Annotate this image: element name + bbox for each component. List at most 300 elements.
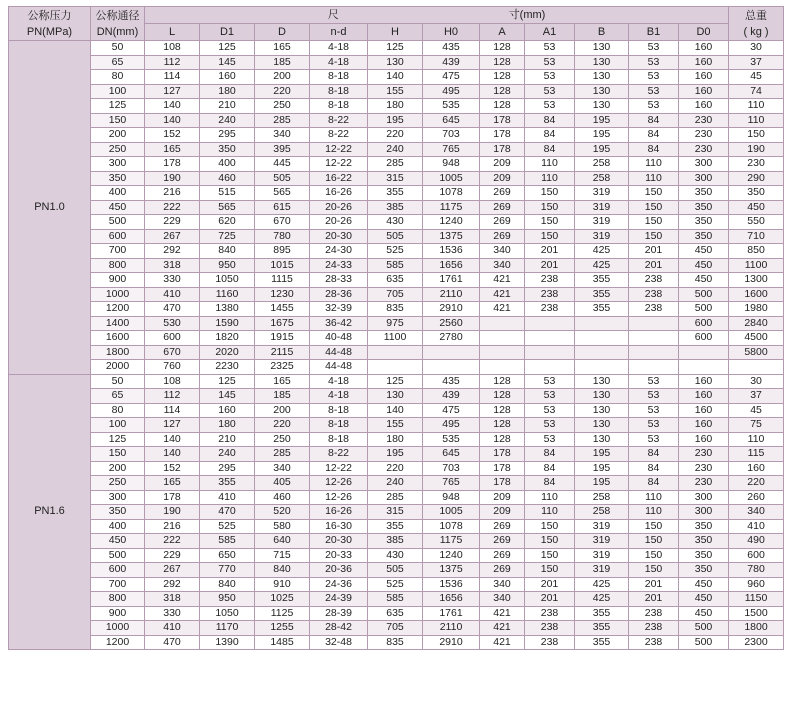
cell-D0: 600 (679, 316, 729, 331)
cell-H0: 1761 (423, 606, 480, 621)
cell-H: 1100 (368, 331, 423, 346)
cell-D0: 450 (679, 258, 729, 273)
cell-B1: 238 (629, 635, 679, 650)
cell-H: 705 (368, 287, 423, 302)
cell-H0: 1005 (423, 505, 480, 520)
table-row (9, 171, 784, 186)
cell-n-d: 20-26 (310, 200, 368, 215)
cell-D1: 240 (200, 113, 255, 128)
cell-weight: 30 (729, 374, 784, 389)
cell-A: 421 (480, 273, 525, 288)
cell-dn: 450 (91, 534, 145, 549)
cell-D0: 500 (679, 635, 729, 650)
cell-H: 125 (368, 41, 423, 56)
cell-D1: 145 (200, 55, 255, 70)
cell-L: 222 (145, 200, 200, 215)
cell-B: 195 (575, 113, 629, 128)
cell-A: 128 (480, 41, 525, 56)
cell-D: 1125 (255, 606, 310, 621)
cell-B: 130 (575, 374, 629, 389)
cell-D1: 210 (200, 99, 255, 114)
cell-n-d: 8-18 (310, 84, 368, 99)
cell-A1: 238 (525, 621, 575, 636)
table-row (9, 200, 784, 215)
cell-weight: 1500 (729, 606, 784, 621)
cell-D1: 1050 (200, 606, 255, 621)
cell-B: 258 (575, 490, 629, 505)
cell-L: 190 (145, 505, 200, 520)
cell-A: 128 (480, 432, 525, 447)
column-header-B1: B1 (629, 24, 679, 41)
cell-D0: 350 (679, 186, 729, 201)
dn-header-line1: 公称通径 (95, 9, 140, 22)
cell-weight: 450 (729, 200, 784, 215)
table-row (9, 606, 784, 621)
table-row (9, 258, 784, 273)
cell-n-d: 12-26 (310, 476, 368, 491)
cell-D0: 450 (679, 606, 729, 621)
table-row (9, 592, 784, 607)
cell-B: 319 (575, 519, 629, 534)
cell-A: 269 (480, 519, 525, 534)
cell-D1: 240 (200, 447, 255, 462)
cell-A (480, 316, 525, 331)
cell-A1: 150 (525, 534, 575, 549)
table-row (9, 244, 784, 259)
cell-D: 200 (255, 70, 310, 85)
cell-B1: 53 (629, 99, 679, 114)
cell-H: 705 (368, 621, 423, 636)
cell-D1: 840 (200, 244, 255, 259)
cell-weight: 115 (729, 447, 784, 462)
pn-header (9, 7, 91, 41)
cell-A: 269 (480, 563, 525, 578)
table-row (9, 41, 784, 56)
cell-H0: 2910 (423, 302, 480, 317)
cell-L: 140 (145, 99, 200, 114)
cell-B: 130 (575, 41, 629, 56)
cell-H0: 1656 (423, 258, 480, 273)
cell-n-d: 20-26 (310, 215, 368, 230)
cell-H: 140 (368, 70, 423, 85)
cell-D: 2325 (255, 360, 310, 375)
cell-H0 (423, 345, 480, 360)
cell-L: 330 (145, 273, 200, 288)
cell-B: 130 (575, 84, 629, 99)
cell-n-d: 16-26 (310, 186, 368, 201)
cell-n-d: 28-33 (310, 273, 368, 288)
cell-D0 (679, 360, 729, 375)
cell-A: 128 (480, 55, 525, 70)
cell-B1: 110 (629, 157, 679, 172)
cell-H: 385 (368, 200, 423, 215)
cell-H: 130 (368, 389, 423, 404)
cell-weight: 490 (729, 534, 784, 549)
cell-weight: 110 (729, 432, 784, 447)
cell-weight: 1980 (729, 302, 784, 317)
cell-B1: 53 (629, 70, 679, 85)
cell-H0: 645 (423, 113, 480, 128)
cell-B: 258 (575, 505, 629, 520)
cell-A1: 150 (525, 563, 575, 578)
cell-A1: 150 (525, 186, 575, 201)
cell-A: 421 (480, 621, 525, 636)
column-header-B: B (575, 24, 629, 41)
cell-A: 209 (480, 157, 525, 172)
cell-n-d: 4-18 (310, 41, 368, 56)
column-header-H: H (368, 24, 423, 41)
table-row (9, 287, 784, 302)
cell-H: 155 (368, 84, 423, 99)
cell-D0: 350 (679, 563, 729, 578)
cell-H: 430 (368, 215, 423, 230)
cell-D1: 355 (200, 476, 255, 491)
cell-H0: 1078 (423, 186, 480, 201)
cell-H: 125 (368, 374, 423, 389)
cell-dn: 2000 (91, 360, 145, 375)
cell-dn: 65 (91, 55, 145, 70)
cell-A1: 238 (525, 606, 575, 621)
table-row (9, 331, 784, 346)
cell-A1: 238 (525, 635, 575, 650)
cell-B: 195 (575, 142, 629, 157)
cell-weight: 410 (729, 519, 784, 534)
cell-n-d: 20-30 (310, 229, 368, 244)
spec-table-container (8, 6, 783, 650)
cell-A1: 110 (525, 171, 575, 186)
cell-dn: 250 (91, 142, 145, 157)
cell-D1: 1160 (200, 287, 255, 302)
dn-header-line2: DN(mm) (96, 25, 139, 38)
cell-A1: 84 (525, 128, 575, 143)
cell-n-d: 8-18 (310, 99, 368, 114)
cell-B1: 84 (629, 461, 679, 476)
cell-B: 425 (575, 244, 629, 259)
cell-A1: 53 (525, 84, 575, 99)
cell-L: 108 (145, 374, 200, 389)
cell-A: 128 (480, 84, 525, 99)
cell-dn: 250 (91, 476, 145, 491)
cell-L: 222 (145, 534, 200, 549)
cell-D0: 300 (679, 171, 729, 186)
cell-n-d: 24-30 (310, 244, 368, 259)
cell-n-d: 8-22 (310, 447, 368, 462)
cell-weight: 190 (729, 142, 784, 157)
cell-B1: 53 (629, 55, 679, 70)
cell-B1: 53 (629, 403, 679, 418)
table-row (9, 345, 784, 360)
cell-weight: 4500 (729, 331, 784, 346)
cell-A: 128 (480, 403, 525, 418)
table-row (9, 142, 784, 157)
cell-n-d: 20-33 (310, 548, 368, 563)
cell-B: 195 (575, 476, 629, 491)
cell-n-d: 16-22 (310, 171, 368, 186)
cell-A1: 53 (525, 418, 575, 433)
cell-n-d: 24-33 (310, 258, 368, 273)
cell-H: 835 (368, 635, 423, 650)
cell-H: 385 (368, 534, 423, 549)
cell-L: 108 (145, 41, 200, 56)
cell-dn: 150 (91, 447, 145, 462)
cell-A1: 201 (525, 577, 575, 592)
cell-H0: 535 (423, 432, 480, 447)
cell-A (480, 360, 525, 375)
cell-H0: 2560 (423, 316, 480, 331)
weight-header (729, 7, 784, 41)
cell-D: 670 (255, 215, 310, 230)
cell-weight: 1300 (729, 273, 784, 288)
cell-D1: 725 (200, 229, 255, 244)
cell-H: 220 (368, 128, 423, 143)
cell-D0: 300 (679, 157, 729, 172)
cell-n-d: 4-18 (310, 374, 368, 389)
cell-A1: 84 (525, 461, 575, 476)
cell-n-d: 12-26 (310, 490, 368, 505)
cell-A: 209 (480, 505, 525, 520)
cell-H0 (423, 360, 480, 375)
cell-A: 340 (480, 244, 525, 259)
cell-D0: 450 (679, 577, 729, 592)
cell-dn: 400 (91, 519, 145, 534)
cell-B1: 201 (629, 258, 679, 273)
column-header-D: D (255, 24, 310, 41)
cell-A1: 53 (525, 55, 575, 70)
cell-A: 178 (480, 128, 525, 143)
cell-A: 421 (480, 606, 525, 621)
cell-H0: 475 (423, 403, 480, 418)
cell-L: 470 (145, 635, 200, 650)
cell-D1: 1380 (200, 302, 255, 317)
cell-dn: 125 (91, 432, 145, 447)
cell-A1: 150 (525, 200, 575, 215)
cell-B: 355 (575, 287, 629, 302)
cell-D: 185 (255, 389, 310, 404)
cell-B1: 201 (629, 577, 679, 592)
table-row (9, 505, 784, 520)
cell-A: 421 (480, 635, 525, 650)
cell-H: 220 (368, 461, 423, 476)
cell-dn: 600 (91, 229, 145, 244)
table-row (9, 461, 784, 476)
cell-A1: 150 (525, 548, 575, 563)
cell-weight: 150 (729, 128, 784, 143)
cell-L: 292 (145, 577, 200, 592)
cell-B: 130 (575, 55, 629, 70)
cell-weight: 45 (729, 403, 784, 418)
spec-table-body (9, 41, 784, 650)
cell-L: 267 (145, 563, 200, 578)
cell-dn: 300 (91, 157, 145, 172)
table-row (9, 128, 784, 143)
cell-A: 128 (480, 418, 525, 433)
table-row (9, 84, 784, 99)
cell-D0: 230 (679, 461, 729, 476)
cell-H0: 1175 (423, 534, 480, 549)
cell-L: 178 (145, 157, 200, 172)
cell-L: 165 (145, 142, 200, 157)
cell-A: 178 (480, 142, 525, 157)
cell-H0: 475 (423, 70, 480, 85)
cell-D1: 125 (200, 41, 255, 56)
cell-B: 130 (575, 418, 629, 433)
cell-D0: 450 (679, 244, 729, 259)
weight-header-line2: ( kg ) (743, 25, 769, 38)
cell-H0: 495 (423, 418, 480, 433)
cell-B: 425 (575, 592, 629, 607)
cell-D0: 230 (679, 128, 729, 143)
cell-dn: 65 (91, 389, 145, 404)
cell-B: 195 (575, 461, 629, 476)
cell-D1: 1590 (200, 316, 255, 331)
cell-L: 190 (145, 171, 200, 186)
cell-A: 128 (480, 374, 525, 389)
table-row (9, 113, 784, 128)
table-row (9, 157, 784, 172)
cell-B: 130 (575, 432, 629, 447)
cell-B1: 150 (629, 186, 679, 201)
cell-H0: 1761 (423, 273, 480, 288)
cell-A: 128 (480, 99, 525, 114)
cell-D: 565 (255, 186, 310, 201)
cell-weight: 1600 (729, 287, 784, 302)
table-row (9, 403, 784, 418)
cell-D: 250 (255, 432, 310, 447)
cell-B1 (629, 331, 679, 346)
table-row (9, 519, 784, 534)
cell-L: 410 (145, 287, 200, 302)
cell-B1: 238 (629, 621, 679, 636)
cell-dn: 600 (91, 563, 145, 578)
cell-weight: 30 (729, 41, 784, 56)
cell-B1: 53 (629, 84, 679, 99)
cell-weight: 290 (729, 171, 784, 186)
cell-H0: 1078 (423, 519, 480, 534)
cell-dn: 80 (91, 403, 145, 418)
cell-B1: 53 (629, 389, 679, 404)
cell-B1: 150 (629, 229, 679, 244)
cell-B1: 110 (629, 171, 679, 186)
cell-n-d: 20-30 (310, 534, 368, 549)
cell-weight: 780 (729, 563, 784, 578)
cell-H (368, 345, 423, 360)
cell-D0: 300 (679, 490, 729, 505)
cell-B (575, 331, 629, 346)
cell-A1: 110 (525, 505, 575, 520)
cell-dn: 350 (91, 505, 145, 520)
cell-B1 (629, 360, 679, 375)
cell-dn: 350 (91, 171, 145, 186)
cell-D: 505 (255, 171, 310, 186)
cell-weight: 74 (729, 84, 784, 99)
cell-weight: 230 (729, 157, 784, 172)
cell-A1: 53 (525, 403, 575, 418)
cell-D: 1485 (255, 635, 310, 650)
cell-D1: 950 (200, 592, 255, 607)
cell-n-d: 12-22 (310, 157, 368, 172)
cell-n-d: 28-36 (310, 287, 368, 302)
cell-B1: 53 (629, 432, 679, 447)
cell-H0: 435 (423, 374, 480, 389)
cell-A: 269 (480, 200, 525, 215)
cell-L: 127 (145, 418, 200, 433)
cell-D0: 500 (679, 302, 729, 317)
table-row (9, 563, 784, 578)
cell-weight: 1800 (729, 621, 784, 636)
cell-H: 585 (368, 258, 423, 273)
cell-H0: 1536 (423, 577, 480, 592)
cell-H: 195 (368, 113, 423, 128)
cell-A (480, 331, 525, 346)
cell-H0: 1240 (423, 548, 480, 563)
cell-L: 216 (145, 186, 200, 201)
cell-B: 130 (575, 99, 629, 114)
cell-B: 319 (575, 548, 629, 563)
cell-D1: 210 (200, 432, 255, 447)
cell-D0: 350 (679, 534, 729, 549)
cell-D1: 1390 (200, 635, 255, 650)
cell-B: 425 (575, 258, 629, 273)
cell-H: 835 (368, 302, 423, 317)
cell-H: 505 (368, 229, 423, 244)
cell-n-d: 4-18 (310, 55, 368, 70)
cell-D0: 160 (679, 389, 729, 404)
cell-n-d: 36-42 (310, 316, 368, 331)
cell-A1: 201 (525, 258, 575, 273)
cell-D1: 585 (200, 534, 255, 549)
cell-D0: 160 (679, 374, 729, 389)
table-row (9, 476, 784, 491)
cell-B (575, 316, 629, 331)
cell-D0: 500 (679, 621, 729, 636)
cell-weight: 110 (729, 113, 784, 128)
cell-A: 269 (480, 534, 525, 549)
cell-H: 240 (368, 476, 423, 491)
cell-H: 140 (368, 403, 423, 418)
cell-H0: 765 (423, 142, 480, 157)
cell-weight: 850 (729, 244, 784, 259)
cell-D: 165 (255, 374, 310, 389)
pressure-group-label: PN1.6 (9, 374, 91, 650)
cell-dn: 300 (91, 490, 145, 505)
cell-H0: 495 (423, 84, 480, 99)
cell-D0: 160 (679, 432, 729, 447)
cell-A1 (525, 331, 575, 346)
cell-H0: 1375 (423, 229, 480, 244)
cell-B1: 53 (629, 418, 679, 433)
cell-B1: 84 (629, 128, 679, 143)
cell-dn: 50 (91, 41, 145, 56)
cell-H0: 1536 (423, 244, 480, 259)
cell-A1: 150 (525, 519, 575, 534)
cell-D1: 620 (200, 215, 255, 230)
cell-dn: 450 (91, 200, 145, 215)
cell-H: 180 (368, 432, 423, 447)
weight-header-line1: 总重 (745, 9, 768, 22)
cell-weight: 2300 (729, 635, 784, 650)
cell-H: 195 (368, 447, 423, 462)
table-row (9, 360, 784, 375)
cell-n-d: 44-48 (310, 345, 368, 360)
cell-D: 1675 (255, 316, 310, 331)
table-row (9, 99, 784, 114)
cell-H: 525 (368, 577, 423, 592)
cell-D0: 230 (679, 447, 729, 462)
cell-D1: 180 (200, 84, 255, 99)
cell-dn: 900 (91, 606, 145, 621)
cell-L: 216 (145, 519, 200, 534)
cell-dn: 100 (91, 418, 145, 433)
